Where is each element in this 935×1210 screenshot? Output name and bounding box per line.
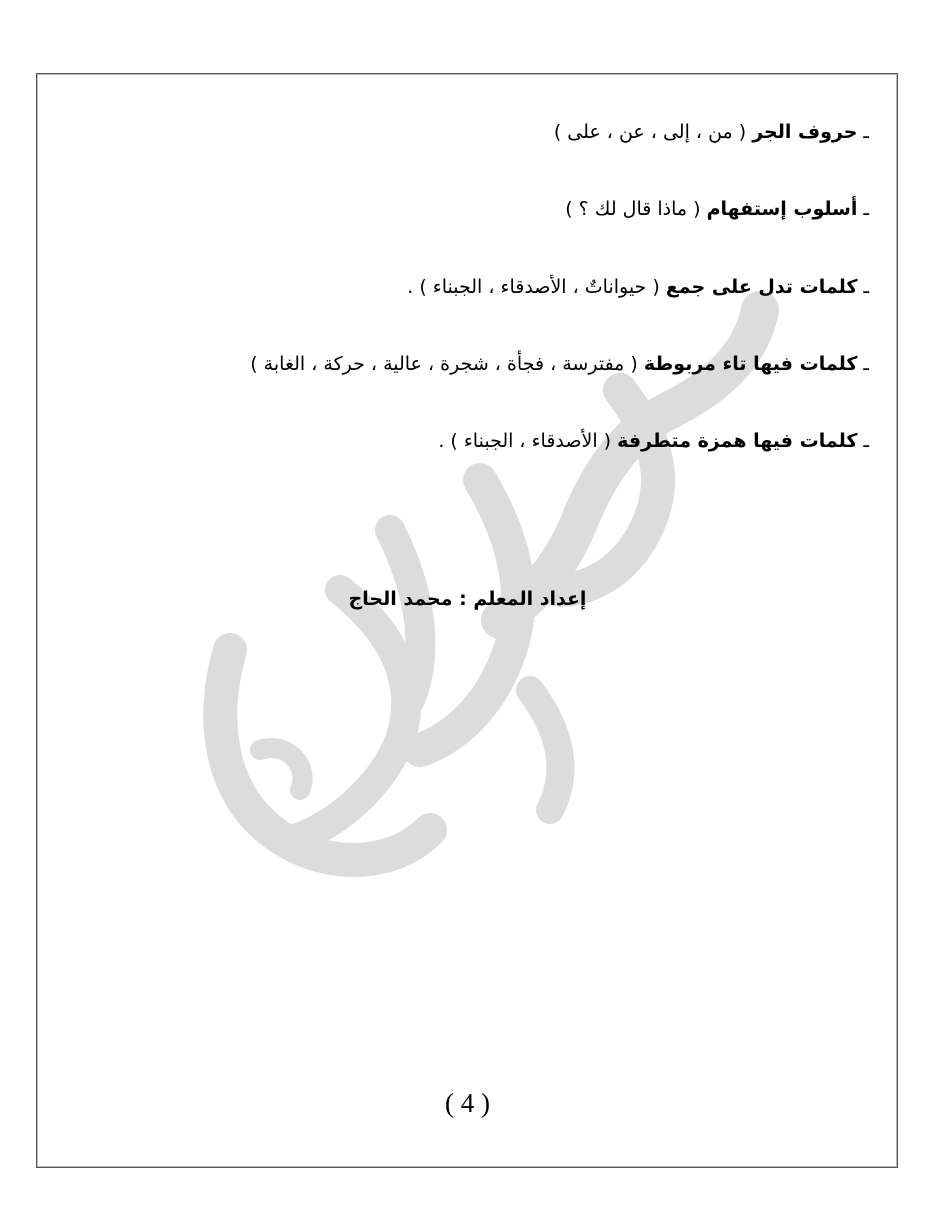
page-number: ( 4 ): [445, 1088, 490, 1118]
author-credit: [0, 585, 935, 613]
item-prefix: ـ: [857, 353, 869, 375]
item-prefix: ـ: [857, 276, 869, 298]
list-item: [407, 273, 869, 301]
item-detail: ( من ، إلى ، عن ، على ): [553, 121, 753, 143]
list-item: [554, 118, 869, 146]
item-detail: ( ماذا قال لك ؟ ): [565, 198, 707, 220]
item-prefix: ـ: [857, 198, 869, 220]
list-item: [250, 350, 869, 378]
item-prefix: ـ: [857, 121, 869, 143]
item-label: كلمات فيها تاء مربوطة: [643, 353, 858, 375]
item-label: كلمات تدل على جمع: [665, 276, 858, 298]
author-text: إعداد المعلم : محمد الحاج: [348, 588, 587, 610]
item-detail: ( الأصدقاء ، الجبناء ) .: [438, 430, 618, 452]
page-border: [36, 73, 898, 1168]
item-label: أسلوب إستفهام: [706, 198, 858, 220]
item-prefix: ـ: [857, 430, 869, 452]
list-item: [565, 195, 869, 223]
item-detail: ( حيواناتٌ ، الأصدقاء ، الجبناء ) .: [407, 276, 666, 298]
list-item: [438, 427, 869, 455]
item-detail: ( مفترسة ، فجأة ، شجرة ، عالية ، حركة ، الغابة ): [250, 353, 644, 375]
item-label: حروف الجر: [752, 121, 858, 143]
item-label: كلمات فيها همزة متطرفة: [617, 430, 858, 452]
